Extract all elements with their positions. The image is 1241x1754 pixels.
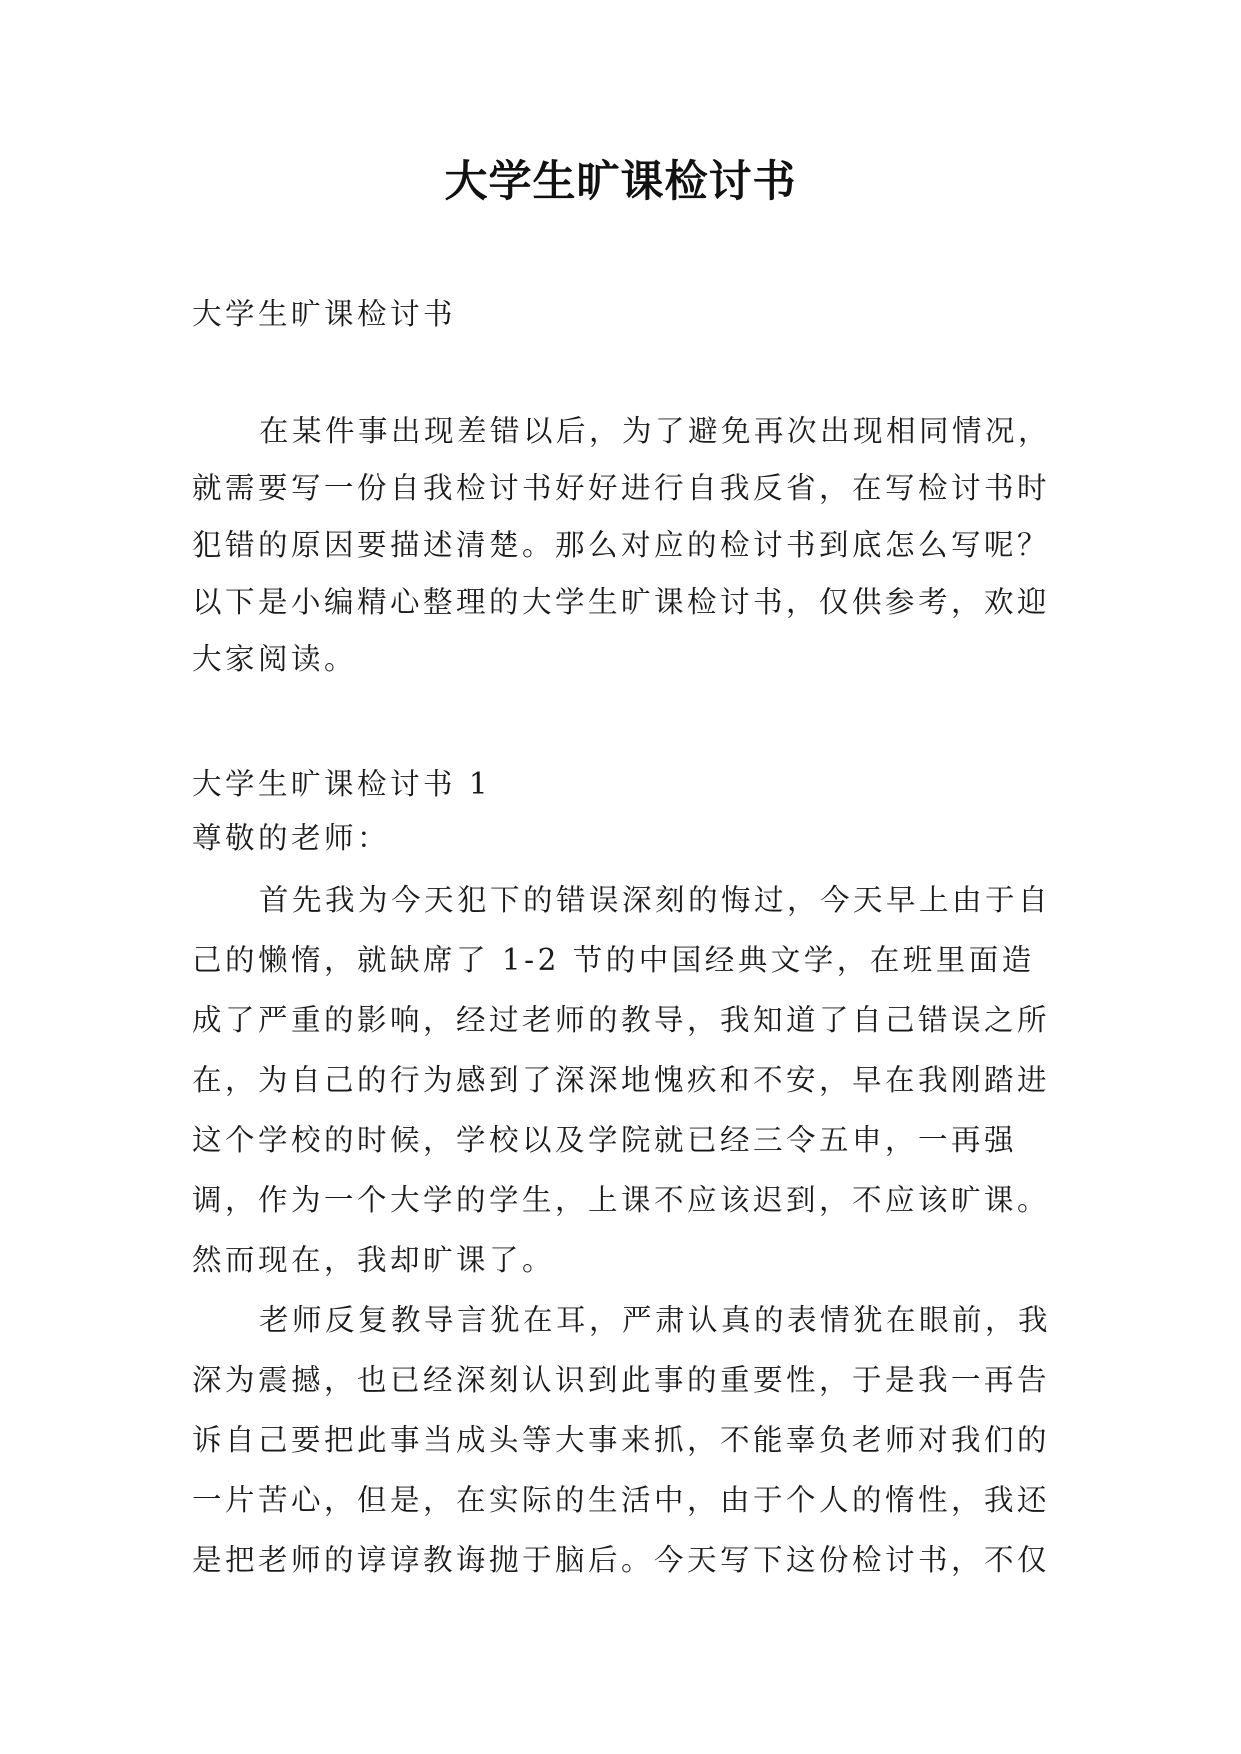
- letter-body: [192, 870, 1054, 1590]
- letter-paragraph: 老师反复教导言犹在耳，严肃认真的表情犹在眼前，我深为震撼，也已经深刻认识到此事的重要性，于是我一再告诉自己要把此事当成头等大事来抓，不能辜负老师对我们的一片苦心，但是，在实际的生活中，由于个人的惰性，我还是把老师的谆谆教诲抛于脑后。今天写下这份检讨书，不仅: [192, 1303, 1052, 1577]
- section-heading: 大学生旷课检讨书 1: [192, 767, 492, 801]
- intro-paragraph: 在某件事出现差错以后，为了避免再次出现相同情况，就需要写一份自我检讨书好好进行自我反省，在写检讨书时犯错的原因要描述清楚。那么对应的检讨书到底怎么写呢？以下是小编精心整理的大学生旷课检讨书，仅供参考，欢迎大家阅读。: [192, 414, 1052, 676]
- letter-paragraph: 首先我为今天犯下的错误深刻的悔过，今天早上由于自己的懒惰，就缺席了 1-2 节的中国经典文学，在班里面造成了严重的影响，经过老师的教导，我知道了自己错误之所在，为自己的行为感到了深深地愧疚和不安，早在我刚踏进这个学校的时候，学校以及学院就已经三令五申，一再强调，作为一个大学的学生，上课不应该迟到，不应该旷课。然而现在，我却旷课了。: [192, 883, 1052, 1277]
- document-subtitle: 大学生旷课检讨书: [192, 297, 457, 331]
- document-title: 大学生旷课检讨书: [444, 157, 797, 207]
- salutation: 尊敬的老师：: [192, 821, 391, 855]
